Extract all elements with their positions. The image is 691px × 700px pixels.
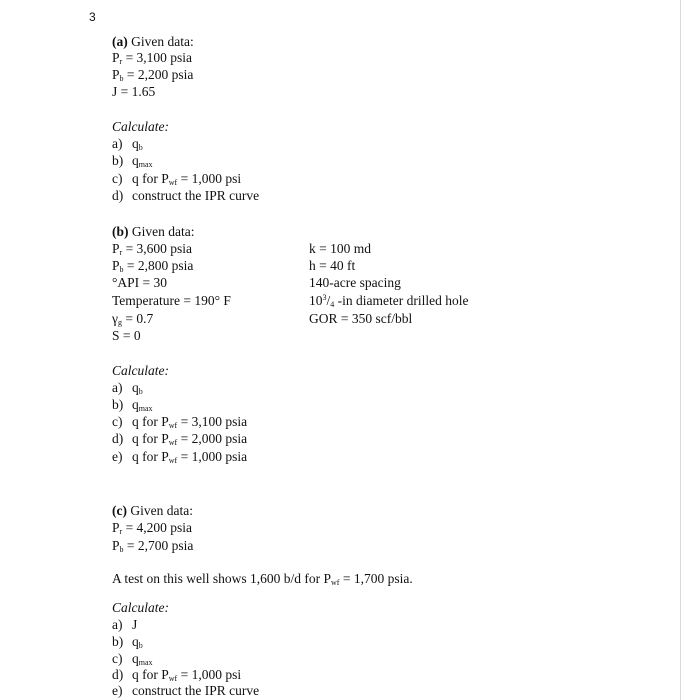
part-a-pr: $P_r = 3,100$ psia (112, 50, 193, 66)
part-b-item-c: c) q for $P_{wf} = 3,100$ psia (112, 414, 248, 430)
part-a-calculate-title: Calculate: (112, 119, 169, 134)
part-c-item-e: e) construct the IPR curve (112, 683, 260, 698)
part-a-item-c: c) q for $P_{wf} = 1,000$ psi (112, 171, 242, 187)
page-edge (680, 0, 681, 700)
part-a-item-a: a) $q_b$ (112, 136, 143, 152)
part-a-item-d: d) construct the IPR curve (112, 188, 260, 203)
part-c-pr: $P_r = 4,200$ psia (112, 520, 193, 536)
part-b-item-d: d) q for $P_{wf} = 2,000$ psia (112, 431, 248, 447)
part-c-calculate-title: Calculate: (112, 600, 169, 615)
part-b-permeability: k = 100 md (309, 241, 371, 256)
part-b-gor: GOR = 350 scf/bbl (309, 311, 413, 326)
part-c-heading: (c) Given data: (112, 503, 193, 518)
part-b-pb: $P_b = 2,800$ psia (112, 258, 194, 274)
part-b-temperature: Temperature = 190° F (112, 293, 231, 308)
part-b-skin: S = 0 (112, 328, 141, 343)
part-b-calculate-title: Calculate: (112, 363, 169, 378)
part-a-j: J = 1.65 (112, 84, 156, 99)
part-a-heading: (a) Given data: (112, 34, 194, 49)
part-b-item-e: e) q for $P_{wf} = 1,000$ psia (112, 449, 248, 465)
part-c-pb: $P_b = 2,700$ psia (112, 538, 194, 554)
part-b-spacing: 140-acre spacing (309, 275, 401, 290)
part-b-api: °API = 30 (112, 275, 168, 290)
part-b-thickness: h = 40 ft (309, 258, 356, 273)
part-a-item-b: b) $q_{max}$ (112, 153, 153, 169)
part-c-item-d: d) q for $P_{wf} = 1,000$ psi (112, 667, 242, 683)
part-b-heading: (b) Given data: (112, 224, 195, 239)
part-b-hole-diameter: $10^3/_4$ -in diameter drilled hole (309, 293, 469, 309)
part-c-item-b: b) $q_b$ (112, 634, 143, 650)
part-a-pb: $P_b = 2,200$ psia (112, 67, 194, 83)
part-c-item-a: a) J (112, 617, 138, 632)
part-b-pr: $P_r = 3,600$ psia (112, 241, 193, 257)
part-b-item-b: b) $q_{max}$ (112, 397, 153, 413)
page-number: 3 (89, 10, 96, 24)
part-c-item-c: c) $q_{max}$ (112, 651, 153, 667)
part-b-gamma: $\gamma_g = 0.7$ (112, 311, 154, 327)
part-b-item-a: a) $q_b$ (112, 380, 143, 396)
part-c-test-statement: A test on this well shows 1,600 b/d for $P_{wf} = 1,700$ psia. (112, 571, 413, 587)
